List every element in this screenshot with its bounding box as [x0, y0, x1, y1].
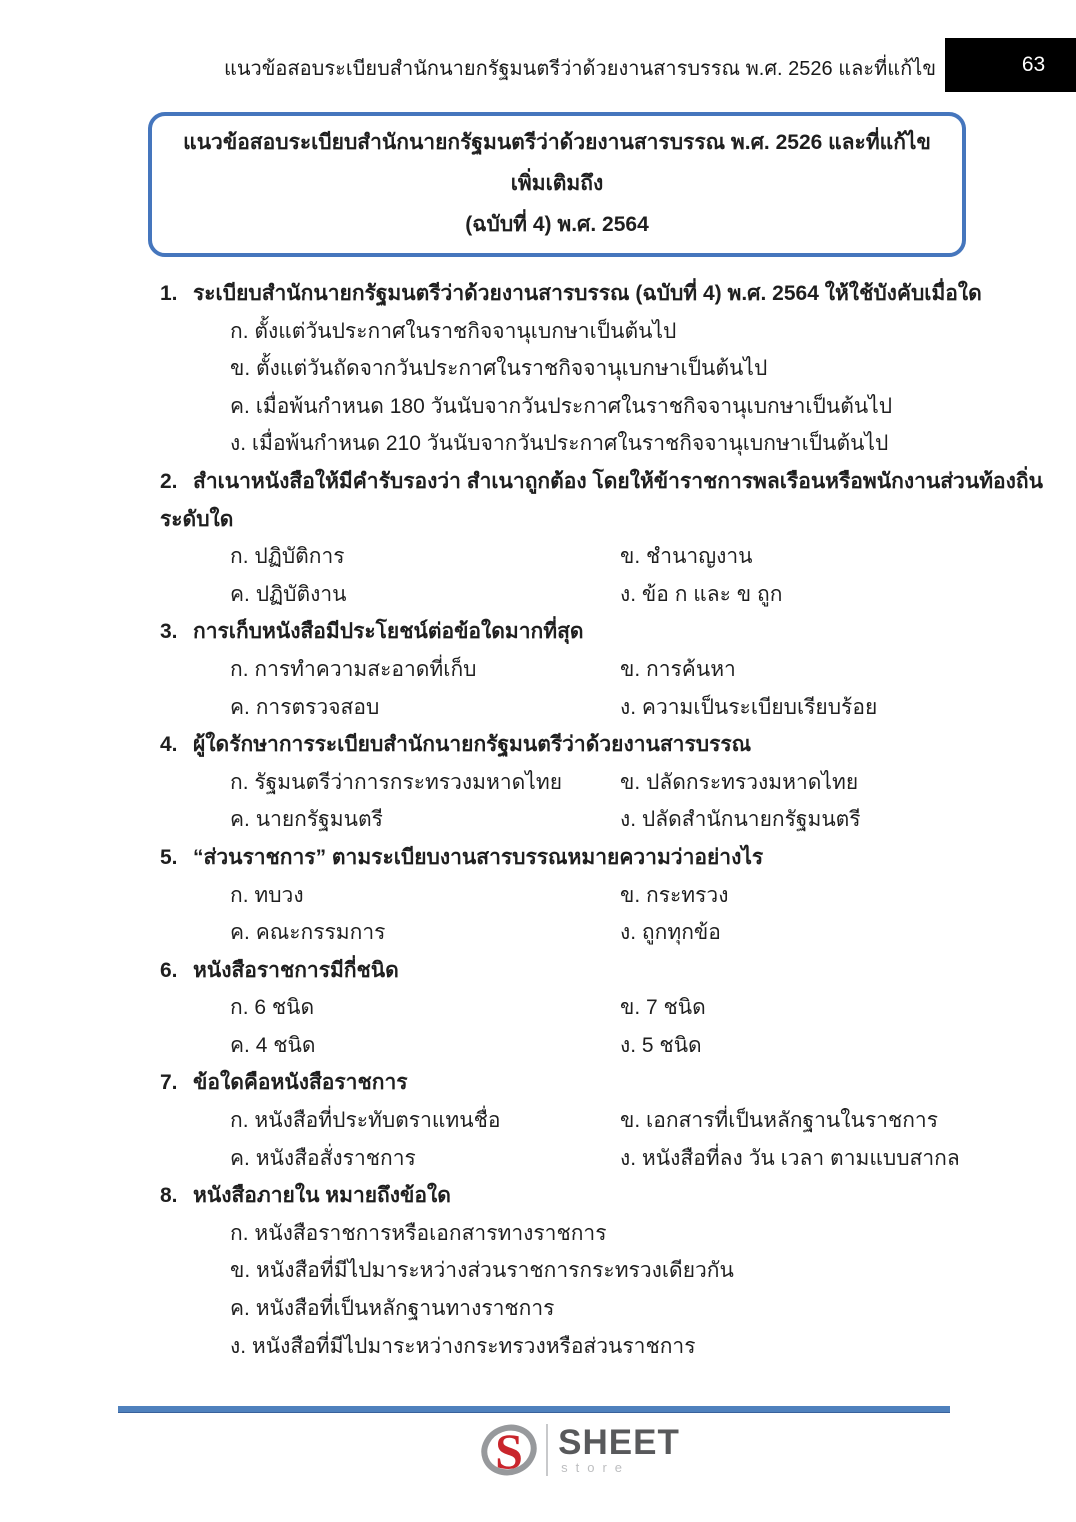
question-list [160, 275, 1043, 1365]
question-number: 1. [160, 282, 178, 305]
option-item: ค. นายกรัฐมนตรี [230, 808, 383, 832]
question-item [160, 1064, 966, 1177]
brand-name: SHEET [558, 1422, 680, 1462]
exam-title-line2: (ฉบับที่ 4) พ.ศ. 2564 [465, 213, 649, 236]
option-group [230, 538, 966, 613]
option-item: ค. คณะกรรมการ [230, 921, 386, 945]
option-item: ค. หนังสือที่เป็นหลักฐานทางราชการ [230, 1297, 555, 1321]
question-item [160, 726, 966, 839]
exam-title-box [148, 112, 966, 257]
s-swirl-icon [480, 1424, 538, 1476]
question-text: 8. หนังสือภายใน หมายถึงข้อใด [160, 1177, 966, 1215]
option-group [230, 651, 966, 726]
option-group [230, 1215, 966, 1365]
option-item: ค. หนังสือสั่งราชการ [230, 1146, 416, 1170]
option-item: ก. 6 ชนิด [230, 996, 315, 1020]
brand-divider [546, 1424, 548, 1476]
page-number-badge [945, 38, 1076, 92]
option-item: ก. ปฏิบัติการ [230, 545, 345, 569]
option-item: ข. 7 ชนิด [620, 996, 706, 1020]
question-number: 6. [160, 958, 178, 982]
brand-subtitle: store [561, 1459, 631, 1475]
question-item [160, 275, 982, 463]
option-item: ง. ความเป็นระเบียบเรียบร้อย [620, 695, 878, 719]
option-item: ค. ปฏิบัติงาน [230, 582, 347, 606]
option-item: ค. 4 ชนิด [230, 1033, 316, 1057]
question-number: 8. [160, 1184, 178, 1208]
option-item: ง. หนังสือที่มีไปมาระหว่างกระทรวงหรือส่วนราชการ [230, 1334, 696, 1358]
question-text: 6. หนังสือราชการมีกี่ชนิด [160, 952, 966, 990]
option-item: ข. หนังสือที่มีไปมาระหว่างส่วนราชการกระทรวงเดียวกัน [230, 1259, 734, 1283]
option-item: ข. กระทรวง [620, 883, 729, 907]
option-group [230, 877, 966, 952]
question-text: 3. การเก็บหนังสือมีประโยชน์ต่อข้อใดมากที่สุด [160, 613, 966, 651]
exam-title-line1: แนวข้อสอบระเบียบสำนักนายกรัฐมนตรีว่าด้วยงานสารบรรณ พ.ศ. 2526 และที่แก้ไขเพิ่มเติมถึง [183, 131, 931, 195]
option-item: ข. เอกสารที่เป็นหลักฐานในราชการ [620, 1109, 939, 1133]
option-item: ข. ตั้งแต่วันถัดจากวันประกาศในราชกิจจานุเบกษาเป็นต้นไป [230, 357, 768, 381]
question-item [160, 952, 966, 1065]
question-number: 5. [160, 845, 178, 869]
option-item: ง. ปลัดสำนักนายกรัฐมนตรี [620, 808, 861, 832]
option-group [230, 313, 966, 463]
question-number: 3. [160, 620, 178, 644]
option-item: ก. การทำความสะอาดที่เก็บ [230, 657, 477, 681]
question-number: 2. [160, 469, 178, 493]
question-number: 7. [160, 1071, 178, 1095]
option-item: ง. 5 ชนิด [620, 1033, 702, 1057]
question-item [160, 839, 966, 952]
option-item: ค. เมื่อพ้นกำหนด 180 วันนับจากวันประกาศในราชกิจจานุเบกษาเป็นต้นไป [230, 394, 893, 418]
question-text: 4. ผู้ใดรักษาการระเบียบสำนักนายกรัฐมนตรีว่าด้วยงานสารบรรณ [160, 726, 966, 764]
header-title: แนวข้อสอบระเบียบสำนักนายกรัฐมนตรีว่าด้วยงานสารบรรณ พ.ศ. 2526 และที่แก้ไข [223, 58, 937, 80]
question-item [160, 613, 966, 726]
question-text: 7. ข้อใดคือหนังสือราชการ [160, 1064, 966, 1102]
option-item: ง. ถูกทุกข้อ [620, 921, 721, 945]
option-item: ง. หนังสือที่ลง วัน เวลา ตามแบบสากล [620, 1146, 960, 1170]
svg-text:S: S [495, 1424, 524, 1476]
question-text: 5. “ส่วนราชการ” ตามระเบียบงานสารบรรณหมายความว่าอย่างไร [160, 839, 966, 877]
option-group [230, 1102, 966, 1177]
option-item: ง. ข้อ ก และ ข ถูก [620, 582, 783, 606]
question-item [160, 1177, 966, 1365]
brand-text [558, 1422, 680, 1475]
option-group [230, 764, 966, 839]
option-item: ข. การค้นหา [620, 657, 736, 681]
question-number: 4. [160, 733, 178, 757]
option-item: ก. หนังสือที่ประทับตราแทนชื่อ [230, 1109, 501, 1133]
option-item: ก. ตั้งแต่วันประกาศในราชกิจจานุเบกษาเป็นต้นไป [230, 319, 677, 343]
page-number: 63 [1021, 53, 1046, 76]
option-item: ก. ทบวง [230, 883, 304, 907]
option-item: ข. ชำนาญงาน [620, 545, 753, 569]
question-item [160, 463, 1043, 613]
option-item: ง. เมื่อพ้นกำหนด 210 วันนับจากวันประกาศในราชกิจจานุเบกษาเป็นต้นไป [230, 432, 889, 456]
footer-divider [118, 1406, 950, 1413]
brand-logo [84, 1424, 1076, 1476]
page-header [0, 0, 1076, 112]
question-text-wrap: ระดับใด [160, 507, 234, 531]
option-item: ค. การตรวจสอบ [230, 695, 380, 719]
option-item: ก. หนังสือราชการหรือเอกสารทางราชการ [230, 1221, 607, 1245]
option-item: ก. รัฐมนตรีว่าการกระทรวงมหาดไทย [230, 770, 563, 794]
question-text: 2. สำเนาหนังสือให้มีคำรับรองว่า สำเนาถูกต้อง โดยให้ข้าราชการพลเรือนหรือพนักงานส่วนท้องถิ่น [160, 463, 966, 501]
question-text: 1. ระเบียบสำนักนายกรัฐมนตรีว่าด้วยงานสารบรรณ (ฉบับที่ 4) พ.ศ. 2564 ให้ใช้บังคับเมื่อใด [160, 275, 966, 313]
option-item: ข. ปลัดกระทรวงมหาดไทย [620, 770, 859, 794]
option-group [230, 989, 966, 1064]
